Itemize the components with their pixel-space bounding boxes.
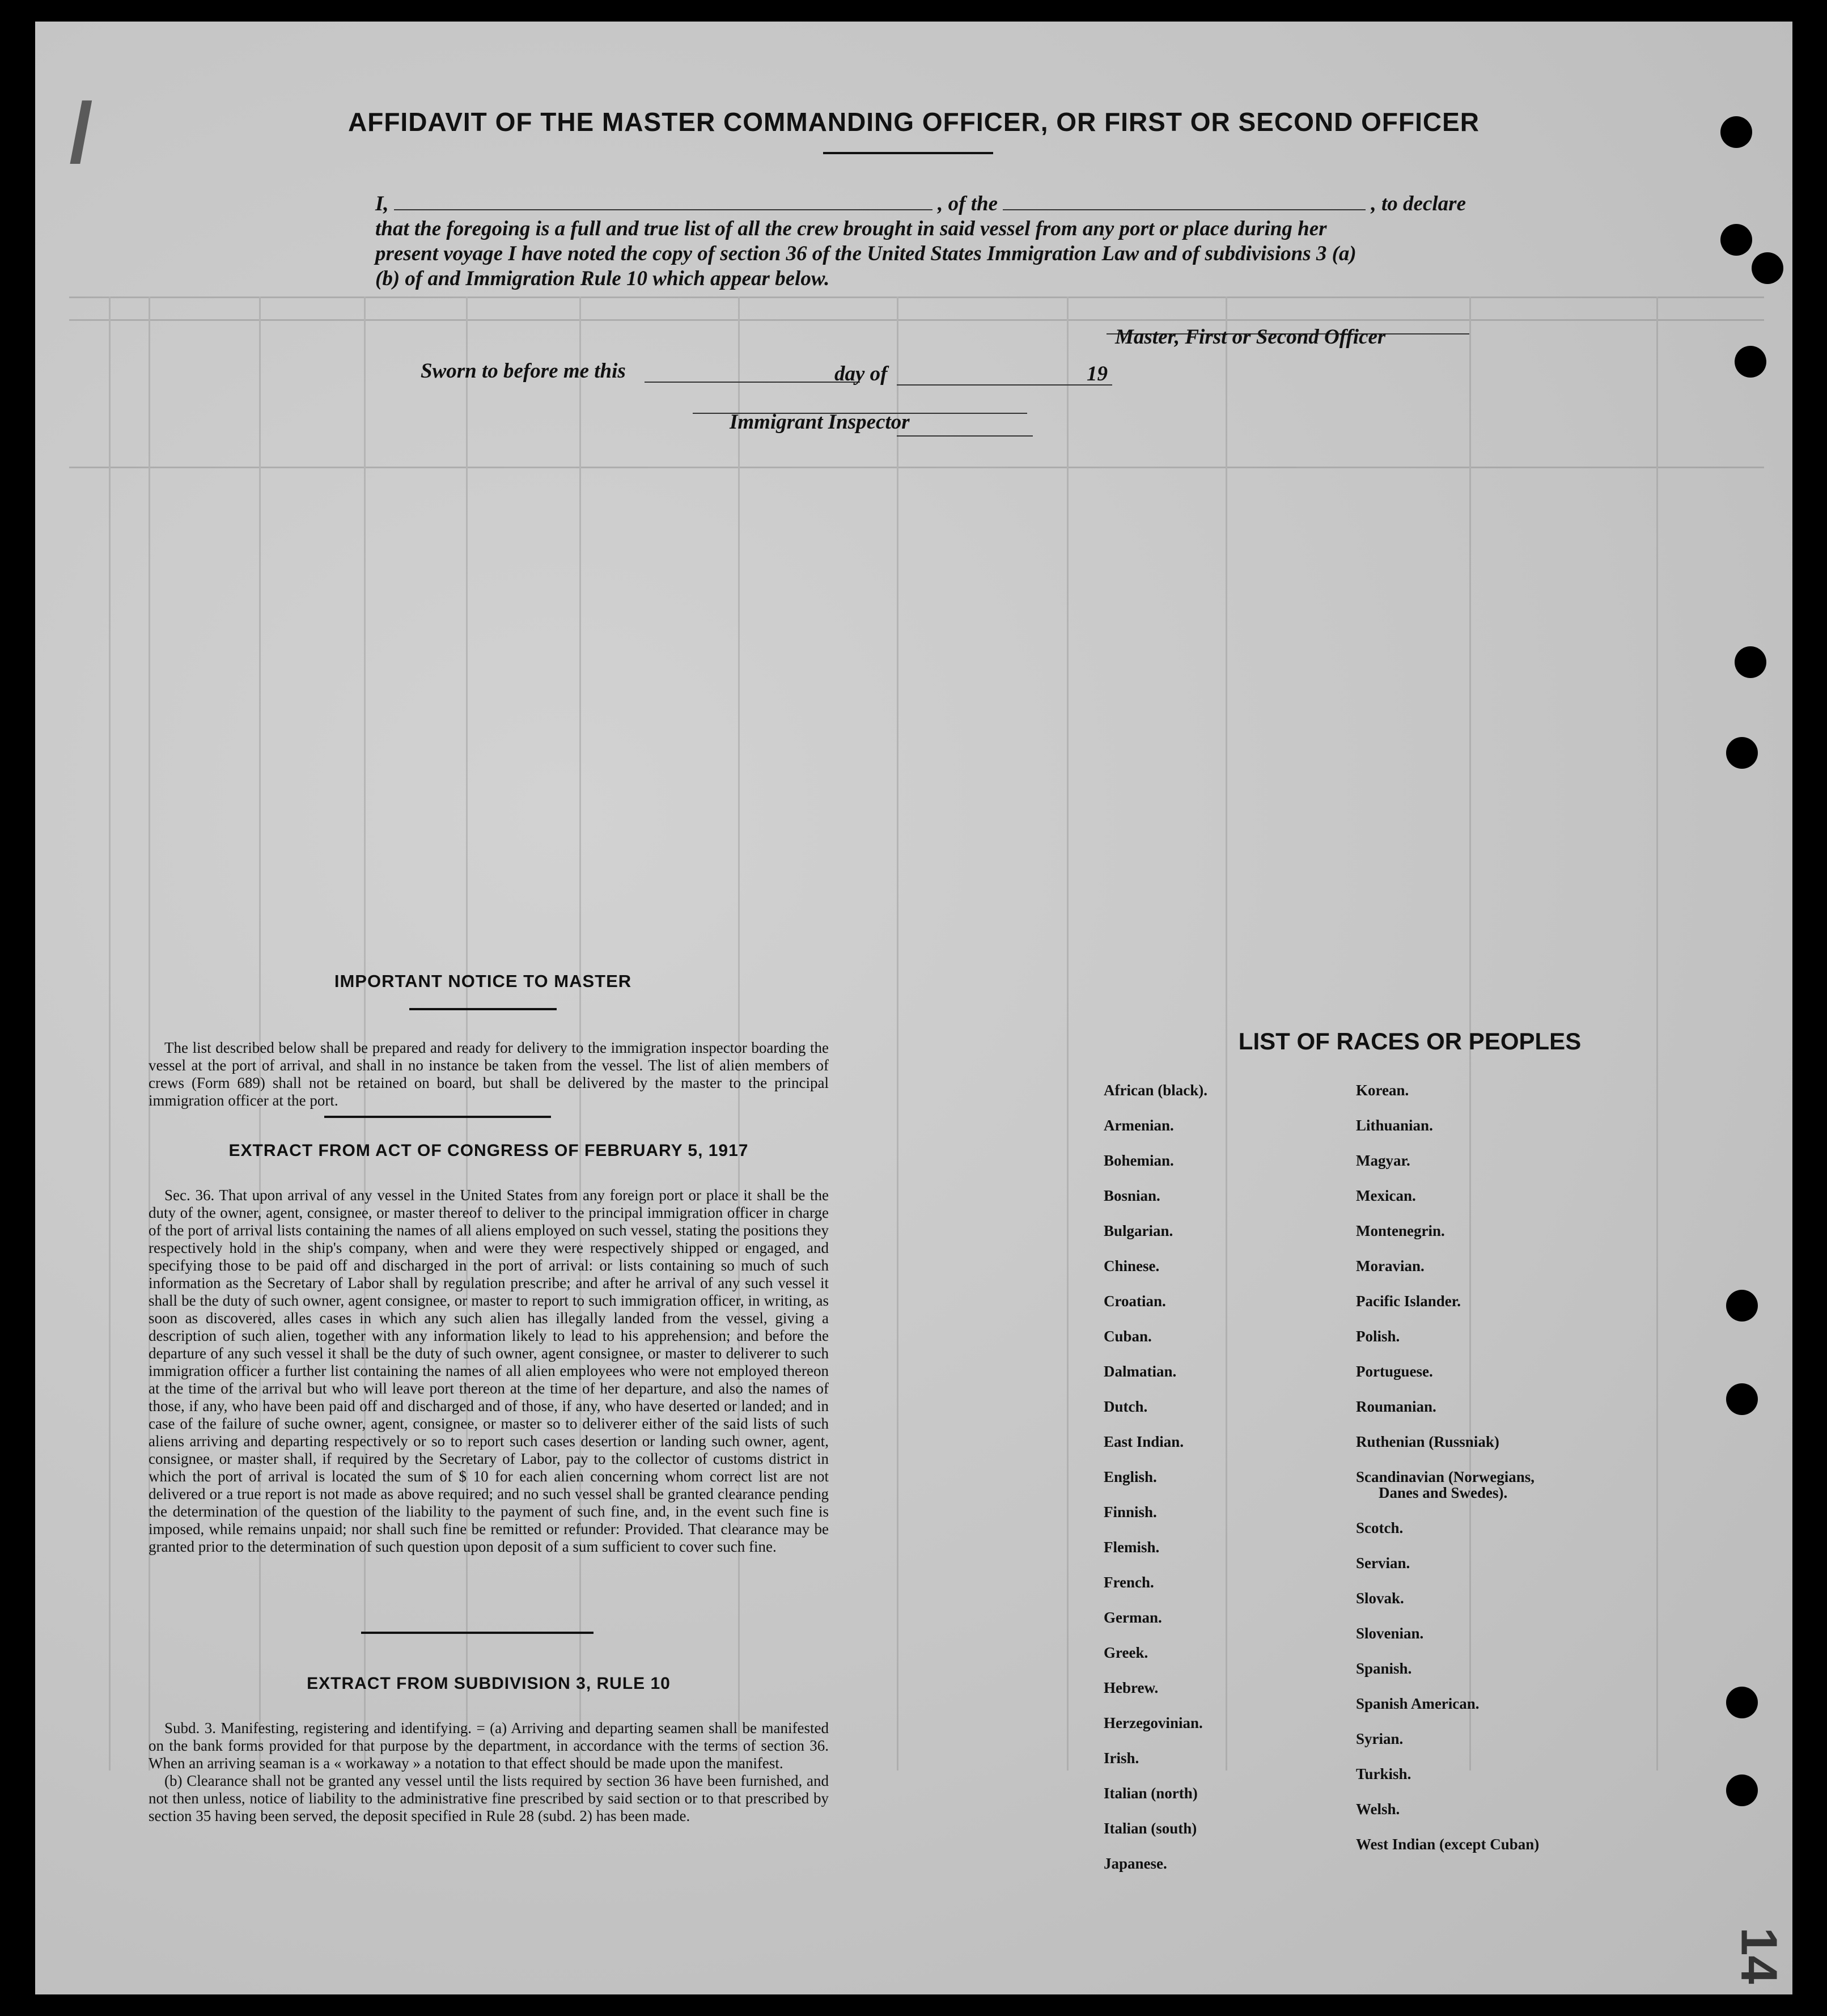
month-field[interactable]: [897, 367, 1112, 386]
affidavit-line-4: (b) of and Immigration Rule 10 which appear below.: [375, 267, 830, 290]
race-item: Moravian.: [1356, 1257, 1425, 1274]
race-item: Italian (south): [1104, 1820, 1197, 1837]
race-item: Greek.: [1104, 1644, 1148, 1661]
race-item: German.: [1104, 1609, 1162, 1626]
act-divider: [361, 1632, 594, 1634]
sworn-date-field[interactable]: [645, 365, 860, 383]
race-item: Pacific Islander.: [1356, 1293, 1461, 1310]
affidavit-body: [375, 192, 1486, 291]
race-item: Mexican.: [1356, 1187, 1416, 1204]
race-item: Slovenian.: [1356, 1625, 1424, 1642]
race-item: Montenegrin.: [1356, 1222, 1445, 1239]
races-right-column: [1356, 1082, 1539, 1871]
rule-heading: EXTRACT FROM SUBDIVISION 3, RULE 10: [307, 1674, 671, 1693]
punch-hole: [1726, 1687, 1758, 1718]
notice-heading: IMPORTANT NOTICE TO MASTER: [334, 971, 632, 991]
punch-hole: [1726, 1383, 1758, 1415]
race-item: Armenian.: [1104, 1117, 1174, 1134]
rule-text: [149, 1719, 829, 1825]
race-item: Dutch.: [1104, 1398, 1148, 1415]
race-item: Irish.: [1104, 1750, 1139, 1767]
race-item: Bosnian.: [1104, 1187, 1160, 1204]
punch-hole: [1735, 346, 1766, 378]
race-item: Croatian.: [1104, 1293, 1166, 1310]
race-item: Chinese.: [1104, 1257, 1160, 1274]
master-name-field[interactable]: [394, 192, 932, 210]
race-item: Hebrew.: [1104, 1679, 1159, 1696]
races-title: LIST OF RACES OR PEOPLES: [1238, 1028, 1582, 1054]
corner-handwritten-mark: /: [69, 85, 93, 180]
race-item: Cuban.: [1104, 1328, 1152, 1345]
race-item: Dalmatian.: [1104, 1363, 1177, 1380]
rule-para-b: (b) Clearance shall not be granted any vessel until the lists required by section 36 have been furnished, and not then unless, notice of liability to the administrative fine prescribed by said section or to that prescribed by section 35 having been served, the deposit specified in Rule 28 (subd. 2) has been made.: [149, 1772, 829, 1824]
affidavit-line-3: present voyage I have noted the copy of section 36 of the United States Immigration Law and of subdivisions 3 (a): [375, 242, 1357, 265]
races-left-column: [1104, 1082, 1207, 1890]
race-item: Polish.: [1356, 1328, 1400, 1345]
race-item: Korean.: [1356, 1082, 1409, 1099]
race-item: Bohemian.: [1104, 1152, 1174, 1169]
race-item: Scandinavian (Norwegians,: [1356, 1468, 1535, 1485]
race-item: Roumanian.: [1356, 1398, 1436, 1415]
punch-hole: [1720, 224, 1752, 256]
notice-underline: [409, 1008, 557, 1010]
inspector-label: Immigrant Inspector: [730, 410, 910, 434]
race-item: Spanish.: [1356, 1660, 1412, 1677]
vessel-name-field[interactable]: [1003, 192, 1366, 210]
punch-hole: [1726, 1290, 1758, 1322]
race-item: West Indian (except Cuban): [1356, 1836, 1540, 1853]
race-item: Bulgarian.: [1104, 1222, 1173, 1239]
race-item: French.: [1104, 1574, 1154, 1591]
act-text: Sec. 36. That upon arrival of any vessel in the United States from any foreign port or place it shall be the duty of the owner, agent, consignee, or master thereof to deliver to the principal immigration officer in charge of the port of arrival lists containing the names of all aliens employed on such vessel, stating the positions they respectively hold in the ship's company, when and were they were respectively shipped or engaged, and specifying those to be paid off and discharged in the port of arrival: or lists containing so much of such information as the Secretary of Labor shall by regulation prescribe; and after he arrival of any such vessel it shall be the duty of such owner, agent consignee, or master to report to such immigration officer, in writing, as soon as discovered, alles cases in which any such alien has illegally landed from the vessel, giving a description of such alien, together with any information likely to lead to his apprehension; and before the departure of any such vessel it shall be the duty of such owner, agent consignee, or master to deliverer to such immigration officer a further list containing the names of all alien employees who were not employed thereon at the time of the arrival but who will leave port thereon at the time of her departure, and also the names of those, if any, who have been paid off and discharged and of those, if any, who have deserted or landed; and in case of the failure of suche owner, agent, consignee, or master so to deliverer either of the said lists of such aliens arriving and departing respectively or so to report such cases desertion or landing such owner, agent, consignee, or master shall, if required by the Secretary of Labor, pay to the collector of customs district in which the port of arrival is located the sum of $ 10 for each alien concerning whom correct list are not delivered or a true report is not made as above required; and no such vessel shall be granted clearance pending the determination of the question of the liability to the payment of such fine, and, in the event such fine is imposed, while remains unpaid; nor shall such fine be remitted or refunder: Provided. That clearance may be granted prior to the determination of such question upon deposit of a sum sufficient to cover such fine.: [149, 1187, 829, 1555]
document-page: [35, 22, 1792, 1994]
race-item: Japanese.: [1104, 1855, 1167, 1872]
race-item: Syrian.: [1356, 1730, 1404, 1747]
race-item: Welsh.: [1356, 1801, 1400, 1818]
title-underline: [823, 152, 993, 154]
punch-hole: [1726, 1774, 1758, 1806]
race-item: Magyar.: [1356, 1152, 1410, 1169]
affidavit-title: AFFIDAVIT OF THE MASTER COMMANDING OFFICER, OR FIRST OR SECOND OFFICER: [348, 107, 1480, 137]
race-item: Portuguese.: [1356, 1363, 1433, 1380]
race-item: Italian (north): [1104, 1785, 1198, 1802]
notice-divider: [324, 1116, 551, 1118]
punch-hole: [1752, 252, 1783, 284]
margin-page-number: 14: [1730, 1927, 1787, 1984]
race-item: Turkish.: [1356, 1765, 1411, 1782]
day-of-label: day of: [834, 362, 888, 386]
notice-text: The list described below shall be prepared and ready for delivery to the immigration inspector boarding the vessel at the port of arrival, and shall in no instance be taken from the vessel. The list of alien members of crews (Form 689) shall not be retained on board, but shall be delivered by the master to the principal immigration officer at the port.: [149, 1039, 829, 1109]
race-item: Lithuanian.: [1356, 1117, 1433, 1134]
race-item: Servian.: [1356, 1555, 1410, 1572]
affidavit-line-1: I, , of the , to declare: [375, 192, 1466, 215]
punch-hole: [1726, 737, 1758, 769]
race-item: Finnish.: [1104, 1503, 1157, 1521]
year-label: 19: [1087, 362, 1108, 386]
race-item: Slovak.: [1356, 1590, 1404, 1607]
punch-hole: [1720, 116, 1752, 148]
sworn-label: Sworn to before me this: [421, 359, 626, 383]
race-item: Spanish American.: [1356, 1695, 1480, 1712]
signature-label: Master, First or Second Officer: [1115, 325, 1386, 349]
act-heading: EXTRACT FROM ACT OF CONGRESS OF FEBRUARY 5, 1917: [228, 1141, 749, 1160]
race-item-continuation: Danes and Swedes).: [1379, 1484, 1508, 1501]
race-item: East Indian.: [1104, 1433, 1184, 1450]
race-item: English.: [1104, 1468, 1157, 1485]
affidavit-line-2: that the foregoing is a full and true list of all the crew brought in said vessel from any port or place during her: [375, 217, 1327, 240]
race-item: Scotch.: [1356, 1519, 1404, 1536]
rule-para-a: Subd. 3. Manifesting, registering and identifying. = (a) Arriving and departing seamen shall be manifested on the bank forms provided for that purpose by the department, in accordance with the terms of section 36. When an arriving seaman is a « workaway » a notation to that effect should be made upon the manifest.: [149, 1719, 829, 1772]
race-item: Flemish.: [1104, 1539, 1160, 1556]
inspector-line-extension: [897, 418, 1033, 437]
race-item: Herzegovinian.: [1104, 1714, 1203, 1731]
race-item: African (black).: [1104, 1082, 1207, 1099]
punch-hole: [1735, 646, 1766, 678]
race-item: Ruthenian (Russniak): [1356, 1433, 1499, 1450]
